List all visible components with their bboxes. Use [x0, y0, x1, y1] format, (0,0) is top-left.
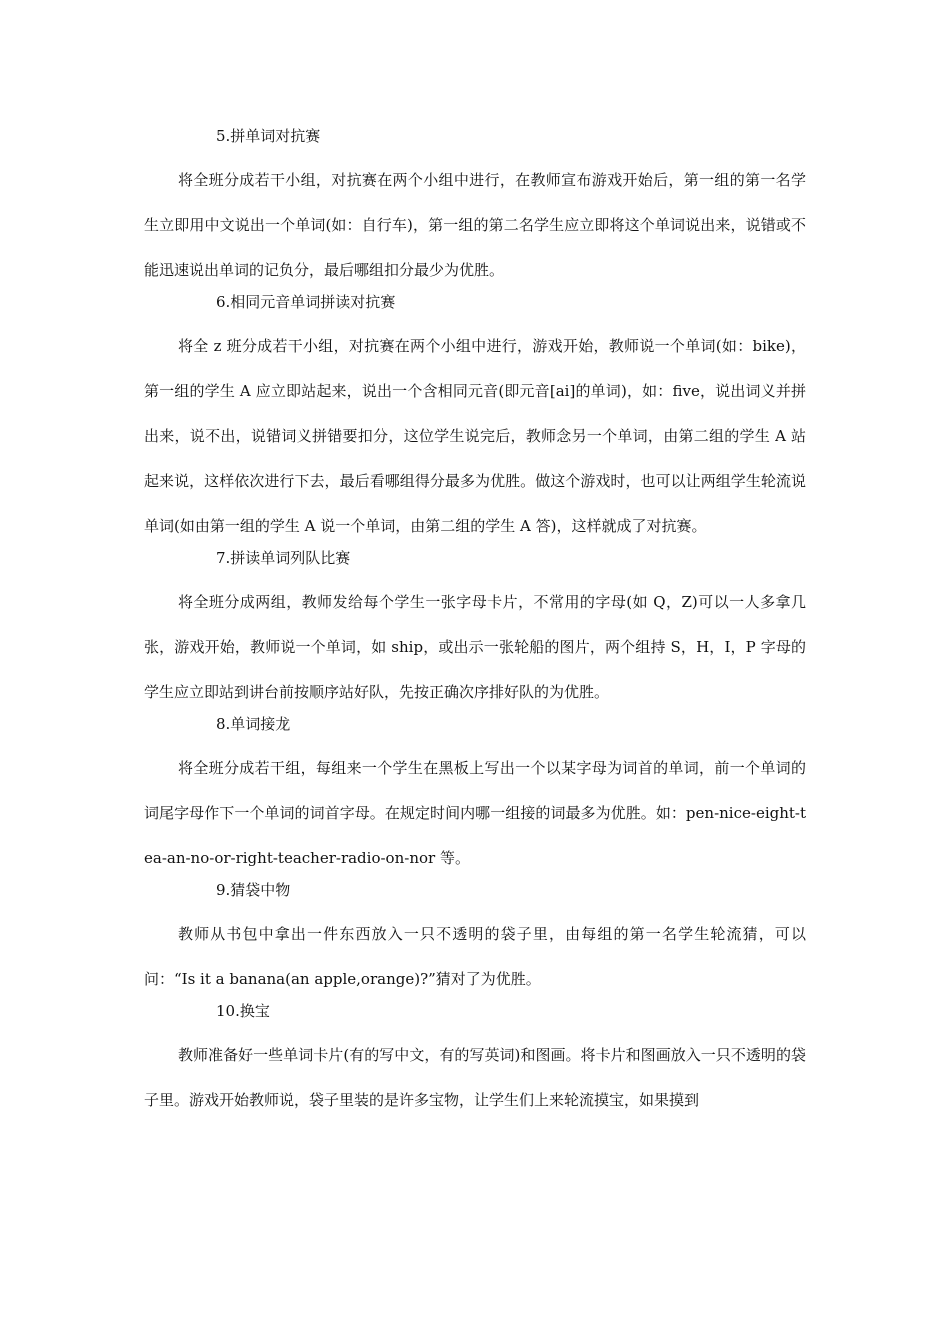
section-body-5: 将全班分成若干小组，对抗赛在两个小组中进行，在教师宣布游戏开始后，第一组的第一名学生立即用中文说出一个单词(如：自行车)，第一组的第二名学生应立即将这个单词说出来，说错或不能迅速说出单词的记负分，最后哪组扣分最少为优胜。: [144, 171, 806, 279]
section-body-9: 教师从书包中拿出一件东西放入一只不透明的袋子里，由每组的第一名学生轮流猜，可以问：“Is it a banana(an apple,orange)?”猜对了为优胜。: [144, 925, 806, 988]
section-body-8: 将全班分成若干组，每组来一个学生在黑板上写出一个以某字母为词首的单词，前一个单词的词尾字母作下一个单词的词首字母。在规定时间内哪一组接的词最多为优胜。如：pen-nice-eight-tea-an-no-or-right-teacher-radio-on-nor 等。: [144, 759, 806, 867]
section-heading-6: 6.相同元音单词拼读对抗赛: [216, 293, 396, 311]
section-heading-8: 8.单词接龙: [216, 715, 291, 733]
section-heading-10: 10.换宝: [216, 1002, 270, 1020]
section-body-7: 将全班分成两组，教师发给每个学生一张字母卡片，不常用的字母(如 Q，Z)可以一人多拿几张，游戏开始，教师说一个单词，如 ship，或出示一张轮船的图片，两个组持 S，H，I，P 字母的学生应立即站到讲台前按顺序站好队，先按正确次序排好队的为优胜。: [144, 593, 806, 701]
section-body-10: 教师准备好一些单词卡片(有的写中文，有的写英词)和图画。将卡片和图画放入一只不透明的袋子里。游戏开始教师说，袋子里装的是许多宝物，让学生们上来轮流摸宝，如果摸到: [144, 1046, 806, 1109]
section-body-6: 将全 z 班分成若干小组，对抗赛在两个小组中进行，游戏开始，教师说一个单词(如：bike)，第一组的学生 A 应立即站起来，说出一个含相同元音(即元音[ai]的单词)，如：five，说出词义并拼出来，说不出，说错词义拼错要扣分，这位学生说完后，教师念另一个单词，由第二组的学生 A 站起来说，这样依次进行下去，最后看哪组得分最多为优胜。做这个游戏时，也可以让两组学生轮流说单词(如由第一组的学生 A 说一个单词，由第二组的学生 A 答)，这样就成了对抗赛。: [144, 337, 806, 535]
section-heading-5: 5.拼单词对抗赛: [216, 127, 321, 145]
section-heading-7: 7.拼读单词列队比赛: [216, 549, 351, 567]
section-heading-9: 9.猜袋中物: [216, 881, 291, 899]
document-body: [144, 121, 806, 1123]
